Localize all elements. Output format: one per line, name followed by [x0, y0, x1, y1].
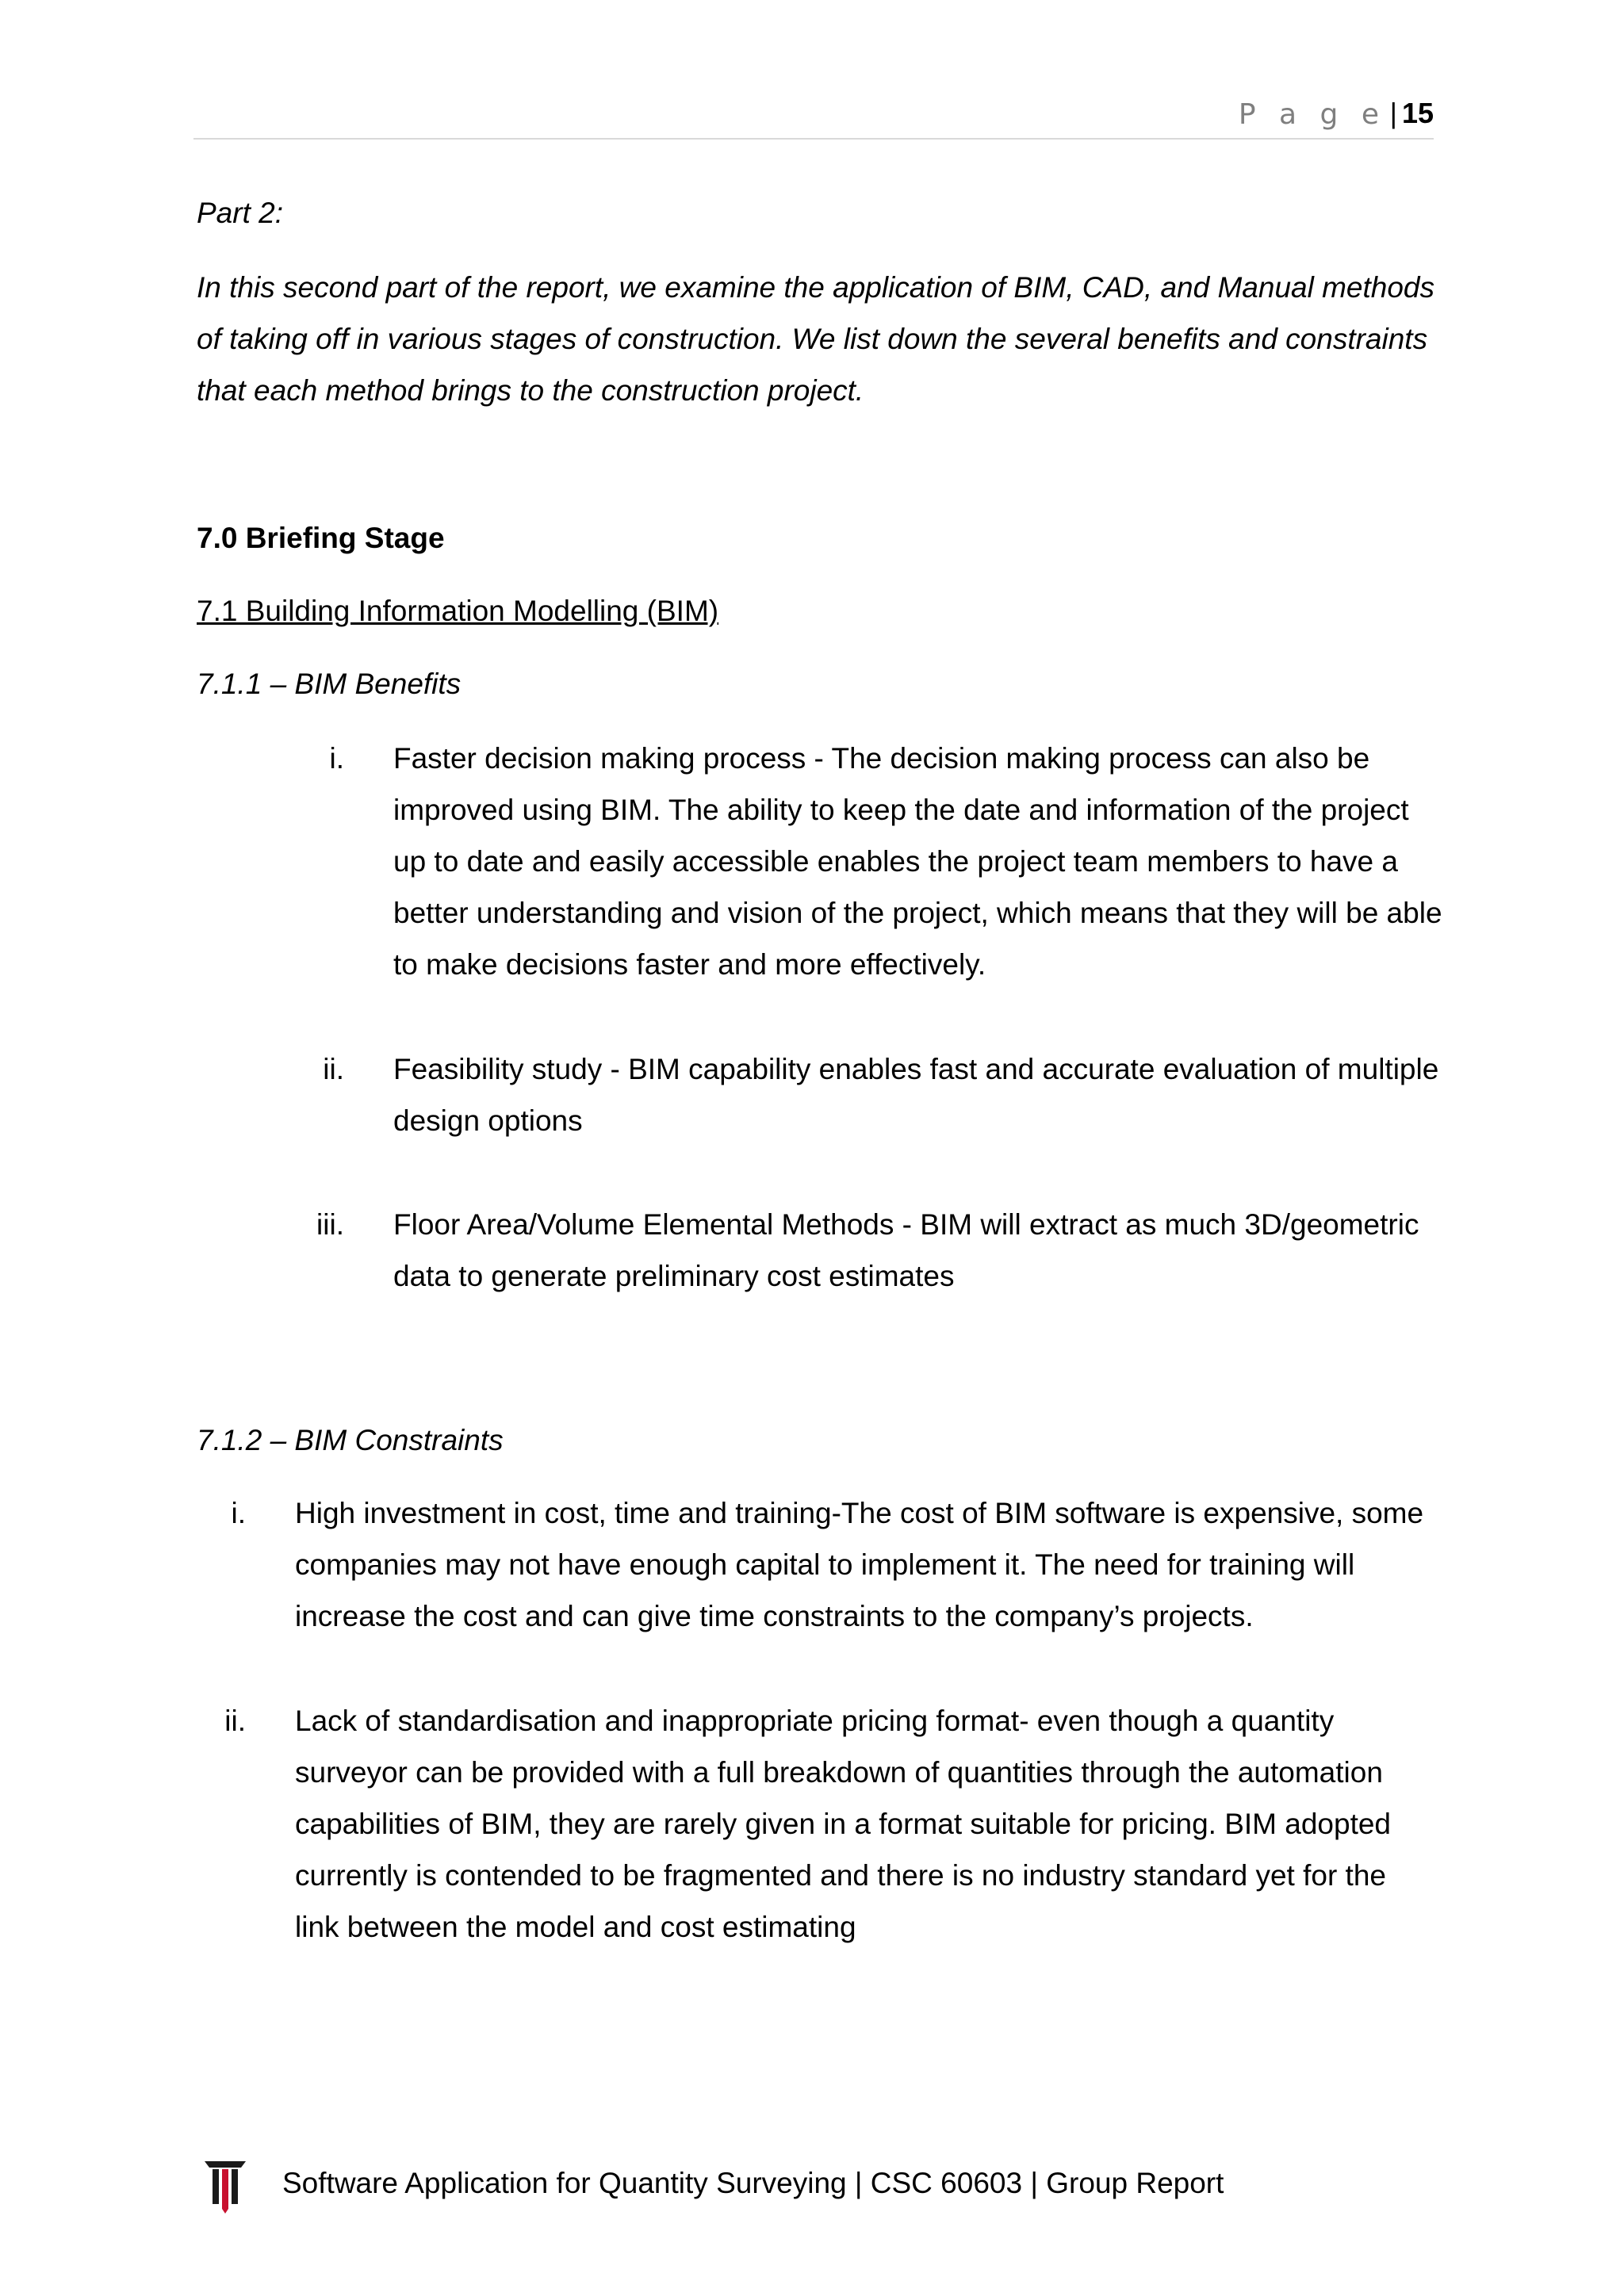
- part-title: Part 2:: [197, 197, 283, 229]
- page-header: [193, 94, 1434, 140]
- list-number: iii.: [316, 1208, 344, 1241]
- list-text: Lack of standardisation and inappropriate pricing format- even though a quantity surveyor can be provided with a full breakdown of quantities through the automation capabilities of BIM, they are rarely given in a format suitable for pricing. BIM adopted currently is contended to be fragmented and there is no industry standard yet for the link between the model and cost estimating: [295, 1705, 1392, 1943]
- list-text: Feasibility study - BIM capability enables fast and accurate evaluation of multiple design options: [393, 1053, 1439, 1137]
- intro-paragraph: In this second part of the report, we examine the application of BIM, CAD, and Manual methods of taking off in various stages of construction. We list down the several benefits and constraints that each method brings to the construction project.: [197, 271, 1435, 407]
- page-separator: |: [1389, 97, 1397, 129]
- page-label: P a g e: [1238, 98, 1386, 131]
- footer-text: Software Application for Quantity Surveying | CSC 60603 | Group Report: [282, 2167, 1224, 2199]
- section-heading: 7.0 Briefing Stage: [197, 522, 445, 554]
- list-text: High investment in cost, time and training-The cost of BIM software is expensive, some companies may not have enough capital to implement it. The need for training will increase the cost and can give time constraints to the company’s projects.: [295, 1497, 1424, 1632]
- list-text: Faster decision making process - The decision making process can also be improved using BIM. The ability to keep the date and information of the project up to date and easily accessible enables the project team members to have a better understanding and vision of the project, which means that they will be able to make decisions faster and more effectively.: [393, 742, 1442, 981]
- list-number: ii.: [323, 1053, 344, 1085]
- benefits-heading: 7.1.1 – BIM Benefits: [197, 668, 462, 700]
- university-logo-icon: [203, 2160, 247, 2215]
- list-number: ii.: [224, 1705, 246, 1737]
- page-number: 15: [1401, 97, 1434, 129]
- list-number: i.: [329, 742, 344, 775]
- list-number: i.: [231, 1497, 246, 1529]
- constraints-heading: 7.1.2 – BIM Constraints: [197, 1424, 504, 1456]
- subsection-heading: 7.1 Building Information Modelling (BIM): [197, 595, 719, 627]
- list-text: Floor Area/Volume Elemental Methods - BIM will extract as much 3D/geometric data to generate preliminary cost estimates: [393, 1208, 1419, 1292]
